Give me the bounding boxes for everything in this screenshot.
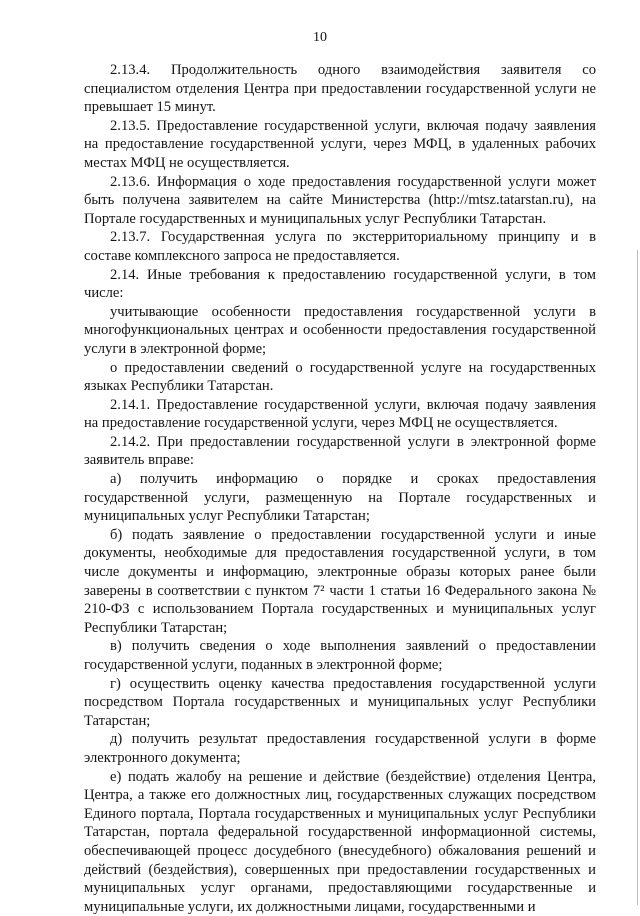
list-item-a: а) получить информацию о порядке и сроках предоставления государственной услуги, размещенную на Портале государственных и муниципальных услуг Республики Татарстан;: [84, 471, 596, 525]
paragraph-2-14: 2.14. Иные требования к предоставлению государственной услуги, в том числе:: [84, 266, 596, 302]
list-item-e: е) подать жалобу на решение и действие (бездействие) отделения Центра, Центра, а также его должностных лиц, государственных служащих посредством Единого портала, Портала государственных и муниципальных услуг Республики Татарстан, портала федеральной государственной информационной системы, обеспечивающей процесс досудебного (внесудебного) обжалования решений и действий (бездействия), совершенных при предоставлении государственных и муниципальных услуг органами, предоставляющими государственные и муниципальные услуги, их должностными лицами, государственными и: [84, 768, 596, 915]
document-body: [84, 61, 596, 916]
paragraph-2-14-1: 2.14.1. Предоставление государственной услуги, включая подачу заявления на предоставление государственной услуги, через МФЦ не осуществляется.: [84, 396, 596, 432]
paragraph-2-14-2: 2.14.2. При предоставлении государственной услуги в электронной форме заявитель вправе:: [84, 433, 596, 469]
list-item-d: д) получить результат предоставления государственной услуги в форме электронного документа;: [84, 731, 596, 766]
paragraph-2-14-languages: о предоставлении сведений о государственной услуге на государственных языках Республики Татарстан.: [84, 359, 596, 395]
list-item-g: г) осуществить оценку качества предоставления государственной услуги посредством Портала государственных и муниципальных услуг Республики Татарстан;: [84, 675, 596, 729]
paragraph-2-13-6: 2.13.6. Информация о ходе предоставления государственной услуги может быть получена заявителем на сайте Министерства (http://mtsz.tatarstan.ru), на Портале государственных и муниципальных услуг Республики Татарстан.: [84, 173, 596, 227]
page-number: 10: [313, 30, 327, 45]
list-item-b: б) подать заявление о предоставлении государственной услуги и иные документы, необходимые для предоставления государственной услуги, в том числе документы и информацию, электронные образы которых ранее были заверены в соответствии с пунктом 7² части 1 статьи 16 Федерального закона № 210-ФЗ с использованием Портала государственных и муниципальных услуг Республики Татарстан;: [84, 526, 596, 636]
list-item-v: в) получить сведения о ходе выполнения заявлений о предоставлении государственной услуги, поданных в электронной форме;: [84, 638, 596, 673]
paragraph-2-13-5: 2.13.5. Предоставление государственной услуги, включая подачу заявления на предоставление государственной услуги, через МФЦ, в удаленных рабочих местах МФЦ не осуществляется.: [84, 117, 596, 171]
paragraph-2-13-7: 2.13.7. Государственная услуга по экстерриториальному принципу и в составе комплексного запроса не предоставляется.: [84, 229, 596, 264]
paragraph-2-14-features: учитывающие особенности предоставления государственной услуги в многофункциональных центрах и особенности предоставления государственной услуги в электронной форме;: [84, 303, 596, 357]
scan-edge-line: [637, 250, 638, 905]
paragraph-2-13-4: 2.13.4. Продолжительность одного взаимодействия заявителя со специалистом отделения Центра при предоставлении государственной услуги не превышает 15 минут.: [84, 62, 596, 116]
